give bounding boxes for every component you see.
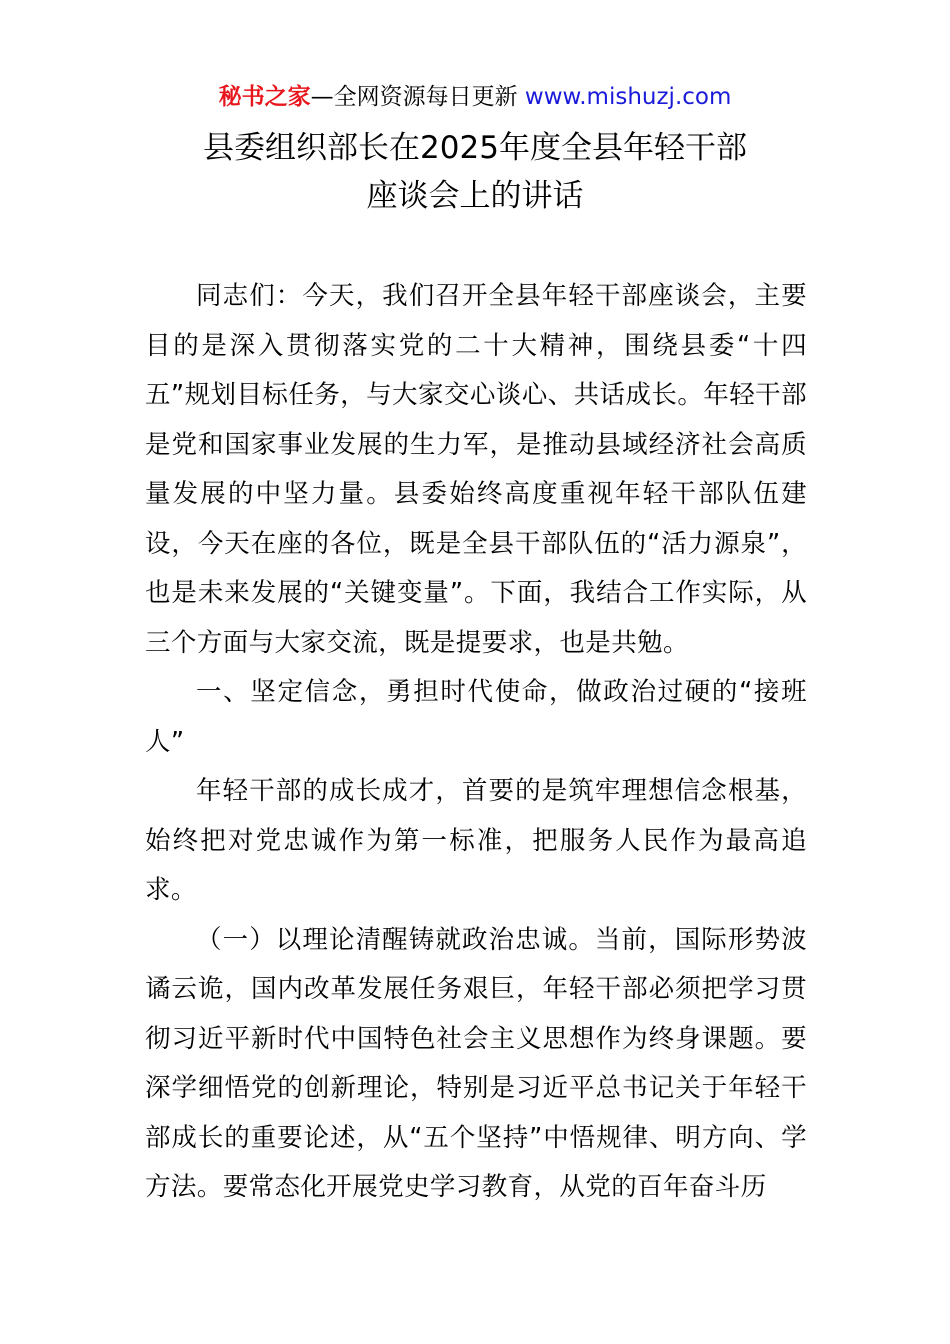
site-header [0, 80, 950, 114]
site-tagline: —全网资源每日更新 [310, 84, 525, 110]
section-heading-1: 一、坚定信念，勇担时代使命，做政治过硬的“接班人” [145, 677, 807, 757]
site-brand: 秘书之家 [218, 84, 311, 110]
paragraph-subsection-1: （一）以理论清醒铸就政治忠诚。当前，国际形势波谲云诡，国内改革发展任务艰巨，年轻干部必须把学习贯彻习近平新时代中国特色社会主义思想作为终身课题。要深学细悟党的创新理论，特别是习近平总书记关于年轻干部成长的重要论述，从“五个坚持”中悟规律、明方向、学方法。要常态化开展党史学习教育，从党的百年奋斗历 [145, 924, 807, 1202]
document-body [145, 272, 807, 1213]
title-line-2: 座谈会上的讲话 [366, 178, 584, 214]
site-url: www.mishuzj.com [524, 84, 732, 110]
paragraph-section-1-intro: 年轻干部的成长成才，首要的是筑牢理想信念根基，始终把对党忠诚作为第一标准，把服务人民作为最高追求。 [145, 776, 807, 905]
paragraph-opening: 同志们：今天，我们召开全县年轻干部座谈会，主要目的是深入贯彻落实党的二十大精神，围绕县委“十四五”规划目标任务，与大家交心谈心、共话成长。年轻干部是党和国家事业发展的生力军，是推动县域经济社会高质量发展的中坚力量。县委始终高度重视年轻干部队伍建设，今天在座的各位，既是全县干部队伍的“活力源泉”，也是未来发展的“关键变量”。下面，我结合工作实际，从三个方面与大家交流，既是提要求，也是共勉。 [145, 281, 807, 658]
title-line-1: 县委组织部长在2025年度全县年轻干部 [203, 130, 747, 166]
document-title [0, 124, 950, 220]
